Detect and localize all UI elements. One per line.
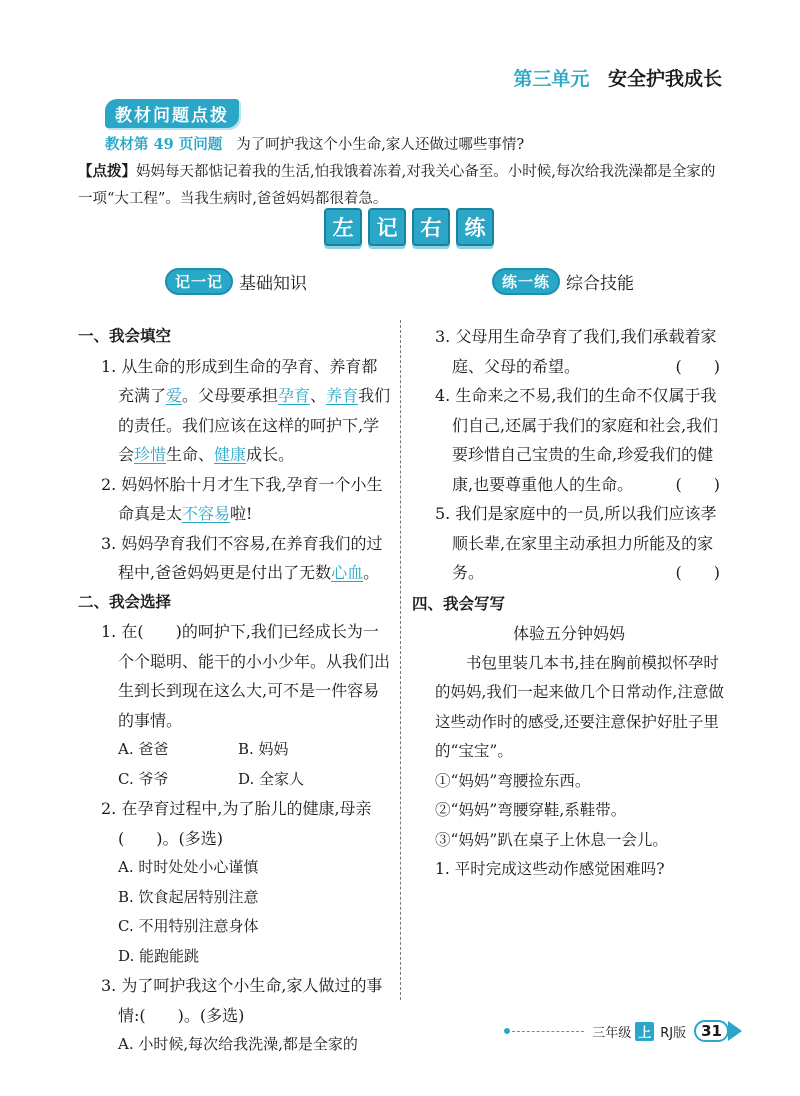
activity-description: 书包里装几本书,挂在胸前模拟怀孕时的妈妈,我们一起来做几个日常动作,注意做这些动作时的感受,还要注意保护好肚子里的“宝宝”。 [435, 653, 724, 760]
answer-paren[interactable]: ( ) [675, 356, 720, 376]
judge-question-4: 4. 生命来之不易,我们的生命不仅属于我们自己,还属于我们的家庭和社会,我们要珍惜自己宝贵的生命,珍爱我们的健康,也要尊重他人的生命。 ( ) [412, 381, 726, 499]
footer-dot [504, 1028, 510, 1034]
answer-blank: 健康 [214, 445, 247, 464]
page-number: 31 [694, 1020, 729, 1042]
tip-badge: 教材问题点拨 [105, 99, 239, 128]
choice-option[interactable]: B. 饮食起居特别注意 [118, 887, 259, 906]
activity-step: ①“妈妈”弯腰捡东西。 [435, 771, 591, 790]
choice-option[interactable]: C. 爷爷 [118, 769, 169, 788]
footer-grade: 三年级 [592, 1025, 632, 1041]
choice-question-1: 1. 在( )的呵护下,我们已经成长为一个个聪明、能干的小小少年。从我们出生到长到现在这么大,可不是一件容易的事情。 [101, 622, 391, 730]
left-column [78, 322, 392, 1060]
tip-question-text: 为了呵护我这个小生命,家人还做过哪些事情? [236, 137, 525, 153]
activity-title: 体验五分钟妈妈 [512, 624, 625, 643]
footer-dashed-line [512, 1031, 584, 1032]
section-title-choice: 二、我会选择 [78, 592, 172, 611]
footer-term: 上 [635, 1022, 654, 1041]
judge-question-5: 5. 我们是家庭中的一员,所以我们应该孝顺长辈,在家里主动承担力所能及的家务。 ( ) [412, 499, 726, 588]
answer-blank: 珍惜 [134, 445, 167, 464]
choice-question-3: 3. 为了呵护我这个小生命,家人做过的事情:( )。(多选) [101, 976, 383, 1025]
banner-char: 练 [456, 208, 494, 246]
left-section-heading [165, 268, 307, 295]
choice-option[interactable]: C. 不用特别注意身体 [118, 917, 259, 935]
left-section-title: 基础知识 [239, 274, 308, 294]
footer-edition: RJ版 [660, 1025, 687, 1041]
answer-blank: 养育 [326, 386, 359, 405]
answer-blank: 心血 [331, 563, 364, 582]
column-divider [400, 320, 401, 1000]
choice-option[interactable]: B. 妈妈 [238, 740, 289, 758]
fill-question-2: 2. 妈妈怀胎十月才生下我,孕育一个小生命真是太不容易啦! [101, 474, 383, 523]
choice-option[interactable]: A. 时时处处小心谨慎 [118, 858, 259, 876]
tip-answer-text: 妈妈每天都惦记着我的生活,怕我饿着冻着,对我关心备至。小时候,每次给我洗澡都是全家的一项“大工程”。当我生病时,爸爸妈妈都很着急。 [78, 164, 716, 207]
banner-char: 右 [412, 208, 450, 246]
section-banner [324, 208, 494, 246]
answer-paren[interactable]: ( ) [675, 474, 720, 494]
answer-blank: 爱 [166, 386, 183, 405]
section-title-write: 四、我会写写 [412, 594, 506, 613]
answer-blank: 不容易 [182, 504, 231, 523]
choice-option[interactable]: D. 能跑能跳 [118, 946, 200, 965]
right-section-heading [492, 268, 634, 295]
writing-question-1: 1. 平时完成这些动作感觉困难吗? [435, 860, 665, 878]
choice-option[interactable]: A. 爸爸 [118, 740, 169, 758]
answer-blank: 孕育 [278, 386, 311, 405]
judge-question-3: 3. 父母用生命孕育了我们,我们承载着家庭、父母的希望。 ( ) [412, 322, 726, 381]
choice-option[interactable]: D. 全家人 [238, 769, 305, 788]
fill-question-3: 3. 妈妈孕育我们不容易,在养育我们的过程中,爸爸妈妈更是付出了无数心血。 [101, 533, 383, 582]
banner-char: 左 [324, 208, 362, 246]
choice-options-row [78, 765, 392, 795]
choice-options-row [78, 735, 392, 765]
right-section-tag: 练一练 [492, 268, 560, 295]
section-title-fill: 一、我会填空 [78, 327, 172, 345]
page-footer [504, 1020, 742, 1042]
tip-answer-tag: 【点拨】 [78, 163, 136, 180]
unit-label: 第三单元 [513, 68, 590, 90]
activity-step: ③“妈妈”趴在桌子上休息一会儿。 [435, 830, 668, 849]
tip-answer [78, 158, 724, 213]
fill-question-1: 1. 从生命的形成到生命的孕育、养育都充满了爱。父母要承担孕育、养育我们的责任。我们应该在这样的呵护下,学会珍惜生命、健康成长。 [101, 356, 391, 464]
right-section-title: 综合技能 [566, 274, 635, 294]
arrow-right-icon [728, 1021, 742, 1041]
answer-paren[interactable]: ( ) [675, 563, 720, 582]
left-section-tag: 记一记 [165, 268, 233, 295]
unit-title: 安全护我成长 [607, 68, 722, 90]
unit-header [513, 64, 722, 91]
tip-reference: 教材第 49 页问题 [105, 136, 223, 153]
choice-question-2: 2. 在孕育过程中,为了胎儿的健康,母亲( )。(多选) [101, 799, 372, 848]
activity-step: ②“妈妈”弯腰穿鞋,系鞋带。 [435, 801, 627, 819]
choice-option[interactable]: A. 小时候,每次给我洗澡,都是全家的 [118, 1035, 358, 1053]
right-column [412, 322, 726, 885]
tip-question [105, 133, 524, 154]
banner-char: 记 [368, 208, 406, 246]
